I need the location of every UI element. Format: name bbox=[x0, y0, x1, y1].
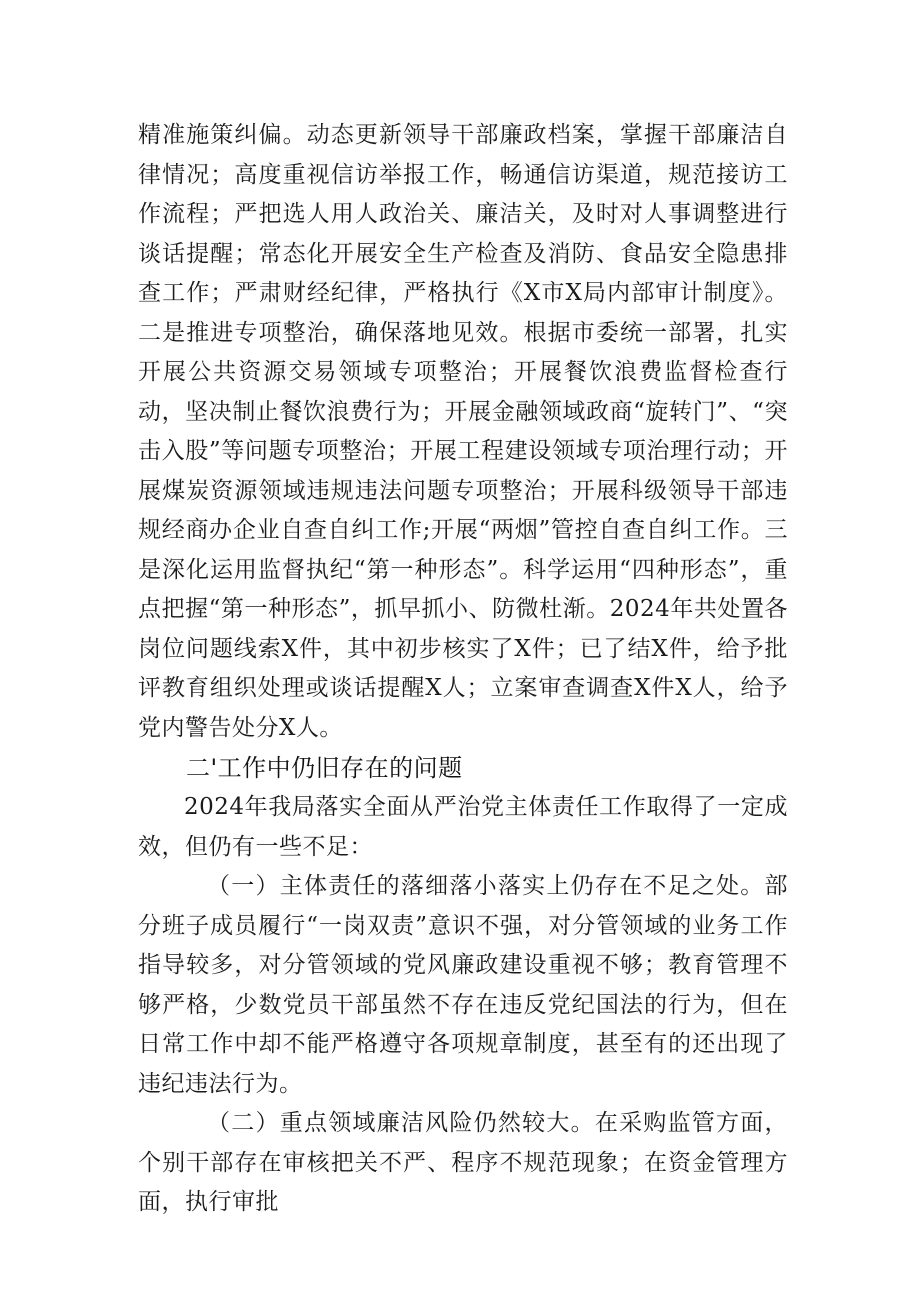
body-paragraph-2: 2024年我局落实全面从严治党主体责任工作取得了一定成效，但仍有一些不足： bbox=[138, 794, 788, 860]
section-heading: 二'工作中仍旧存在的问题 bbox=[186, 754, 463, 782]
body-paragraph-3: （一）主体责任的落细落小落实上仍存在不足之处。部分班子成员履行“一岗双责”意识不强，对分管领域的业务工作指导较多，对分管领域的党风廉政建设重视不够；教育管理不够严格，少数党员干部虽然不存在违反党纪国法的行为，但在日常工作中却不能严格遵守各项规章制度，甚至有的还出现了违纪违法行为。 bbox=[138, 873, 788, 1097]
document-body bbox=[138, 116, 788, 1223]
body-paragraph-4: （二）重点领域廉洁风险仍然较大。在采购监管方面，个别干部存在审核把关不严、程序不规范现象；在资金管理方面，执行审批 bbox=[138, 1110, 788, 1215]
body-paragraph-1: 精准施策纠偏。动态更新领导干部廉政档案，掌握干部廉洁自律情况；高度重视信访举报工作，畅通信访渠道，规范接访工作流程；严把选人用人政治关、廉洁关，及时对人事调整进行谈话提醒；常态化开展安全生产检查及消防、食品安全隐患排查工作；严肃财经纪律，严格执行《X市X局内部审计制度》。二是推进专项整治，确保落地见效。根据市委统一部署，扎实开展公共资源交易领域专项整治；开展餐饮浪费监督检查行动，坚决制止餐饮浪费行为；开展金融领域政商“旋转门”、“突击入股”等问题专项整治；开展工程建设领域专项治理行动；开展煤炭资源领域违规违法问题专项整治；开展科级领导干部违规经商办企业自查自纠工作;开展“两烟”管控自查自纠工作。三是深化运用监督执纪“第一种形态”。科学运用“四种形态”，重点把握“第一种形态”，抓早抓小、防微杜渐。2024年共处置各岗位问题线索X件，其中初步核实了X件；已了结X件，给予批评教育组织处理或谈话提醒X人；立案审查调查X件X人，给予党内警告处分X人。 bbox=[138, 122, 788, 741]
